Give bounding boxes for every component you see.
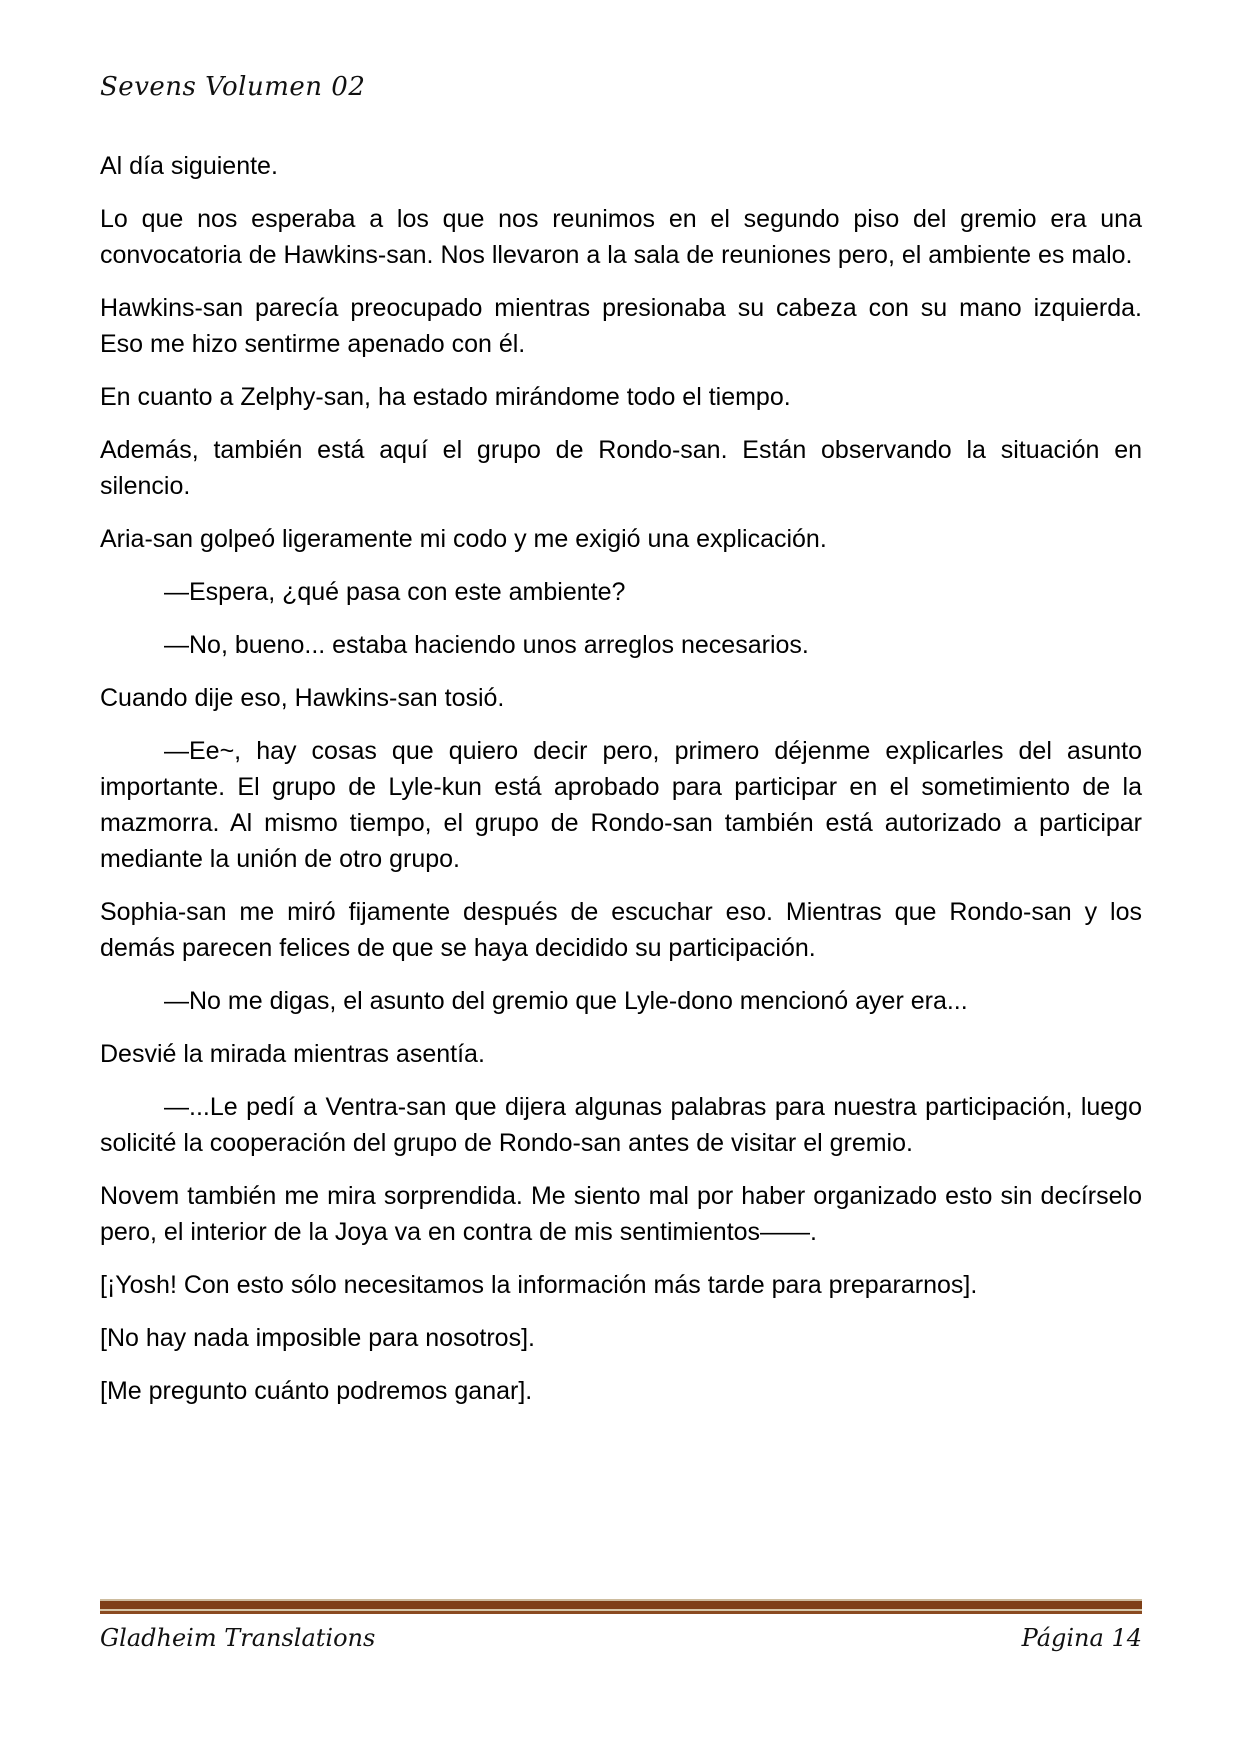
footer-divider-thick-line [100,1601,1142,1609]
paragraph: Al día siguiente. [100,152,278,180]
paragraph: [No hay nada imposible para nosotros]. [100,1324,535,1352]
paragraph: —No me digas, el asunto del gremio que Lyle-dono mencionó ayer era... [164,987,968,1015]
paragraph: Novem también me mira sorprendida. Me siento mal por haber organizado esto sin decírselo pero, el interior de la Joya va en contra de mis sentimientos——. [100,1182,1142,1246]
paragraph: [¡Yosh! Con esto sólo necesitamos la información más tarde para prepararnos]. [100,1271,978,1299]
footer-divider-thin-line [100,1611,1142,1614]
paragraph: —...Le pedí a Ventra-san que dijera algunas palabras para nuestra participación, luego solicité la cooperación del grupo de Rondo-san antes de visitar el gremio. [100,1093,1142,1157]
paragraph: Sophia-san me miró fijamente después de escuchar eso. Mientras que Rondo-san y los demás parecen felices de que se haya decidido su participación. [100,898,1142,962]
paragraph: Cuando dije eso, Hawkins-san tosió. [100,684,505,712]
document-body [100,148,1142,1426]
paragraph: Aria-san golpeó ligeramente mi codo y me exigió una explicación. [100,525,827,553]
footer-page-number: Página 14 [1021,1624,1142,1652]
page-header-title: Sevens Volumen 02 [100,72,366,102]
paragraph: Además, también está aquí el grupo de Rondo-san. Están observando la situación en silencio. [100,436,1142,500]
page-footer [100,1624,1142,1652]
paragraph: —Espera, ¿qué pasa con este ambiente? [164,578,626,606]
footer-divider [100,1599,1142,1614]
paragraph: Lo que nos esperaba a los que nos reunimos en el segundo piso del gremio era una convocatoria de Hawkins-san. Nos llevaron a la sala de reuniones pero, el ambiente es malo. [100,205,1142,269]
paragraph: —Ee~, hay cosas que quiero decir pero, primero déjenme explicarles del asunto importante. El grupo de Lyle-kun está aprobado para participar en el sometimiento de la mazmorra. Al mismo tiempo, el grupo de Rondo-san también está autorizado a participar mediante la unión de otro grupo. [100,737,1142,873]
paragraph: Desvié la mirada mientras asentía. [100,1040,485,1068]
footer-translator-credit: Gladheim Translations [100,1624,376,1652]
paragraph: Hawkins-san parecía preocupado mientras presionaba su cabeza con su mano izquierda. Eso me hizo sentirme apenado con él. [100,294,1142,358]
paragraph: [Me pregunto cuánto podremos ganar]. [100,1377,533,1405]
paragraph: —No, bueno... estaba haciendo unos arreglos necesarios. [164,631,809,659]
paragraph: En cuanto a Zelphy-san, ha estado mirándome todo el tiempo. [100,383,791,411]
